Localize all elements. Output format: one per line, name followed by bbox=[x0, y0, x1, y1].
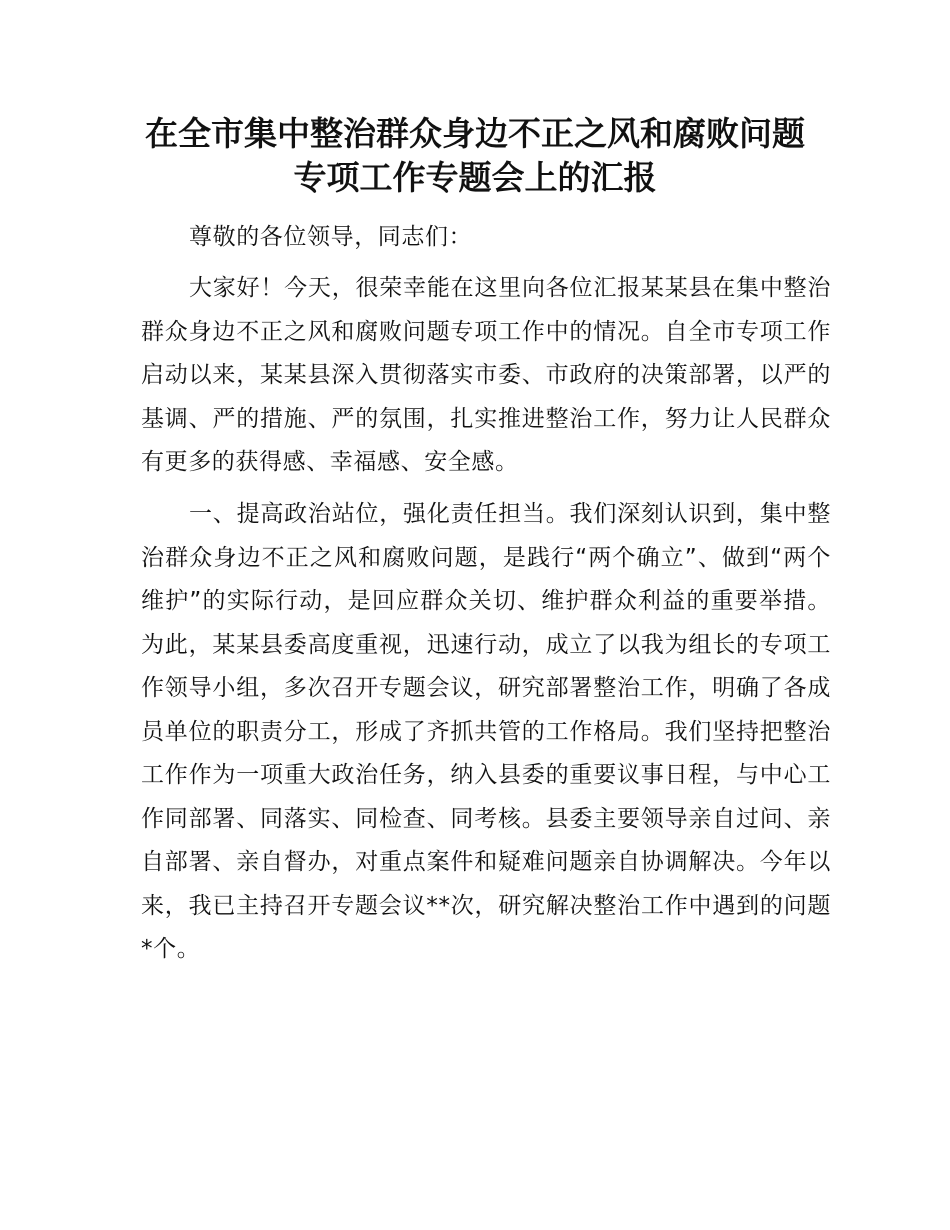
document-title-line-2: 专项工作专题会上的汇报 bbox=[293, 158, 657, 197]
salutation: 尊敬的各位领导，同志们： bbox=[189, 224, 473, 250]
document-title-line-1: 在全市集中整治群众身边不正之风和腐败问题 bbox=[145, 114, 805, 153]
paragraph-intro: 大家好！今天，很荣幸能在这里向各位汇报某某县在集中整治群众身边不正之风和腐败问题专项工作中的情况。自全市专项工作启动以来，某某县深入贯彻落实市委、市政府的决策部署，以严的基调、严的措施、严的氛围，扎实推进整治工作，努力让人民群众有更多的获得感、幸福感、安全感。 bbox=[141, 275, 831, 475]
paragraph-section-one: 一、提高政治站位，强化责任担当。我们深刻认识到，集中整治群众身边不正之风和腐败问题，是践行“两个确立”、做到“两个维护”的实际行动，是回应群众关切、维护群众利益的重要举措。为此，某某县委高度重视，迅速行动，成立了以我为组长的专项工作领导小组，多次召开专题会议，研究部署整治工作，明确了各成员单位的职责分工，形成了齐抓共管的工作格局。我们坚持把整治工作作为一项重大政治任务，纳入县委的重要议事日程，与中心工作同部署、同落实、同检查、同考核。县委主要领导亲自过问、亲自部署、亲自督办，对重点案件和疑难问题亲自协调解决。今年以来，我已主持召开专题会议**次，研究解决整治工作中遇到的问题*个。 bbox=[141, 501, 831, 962]
